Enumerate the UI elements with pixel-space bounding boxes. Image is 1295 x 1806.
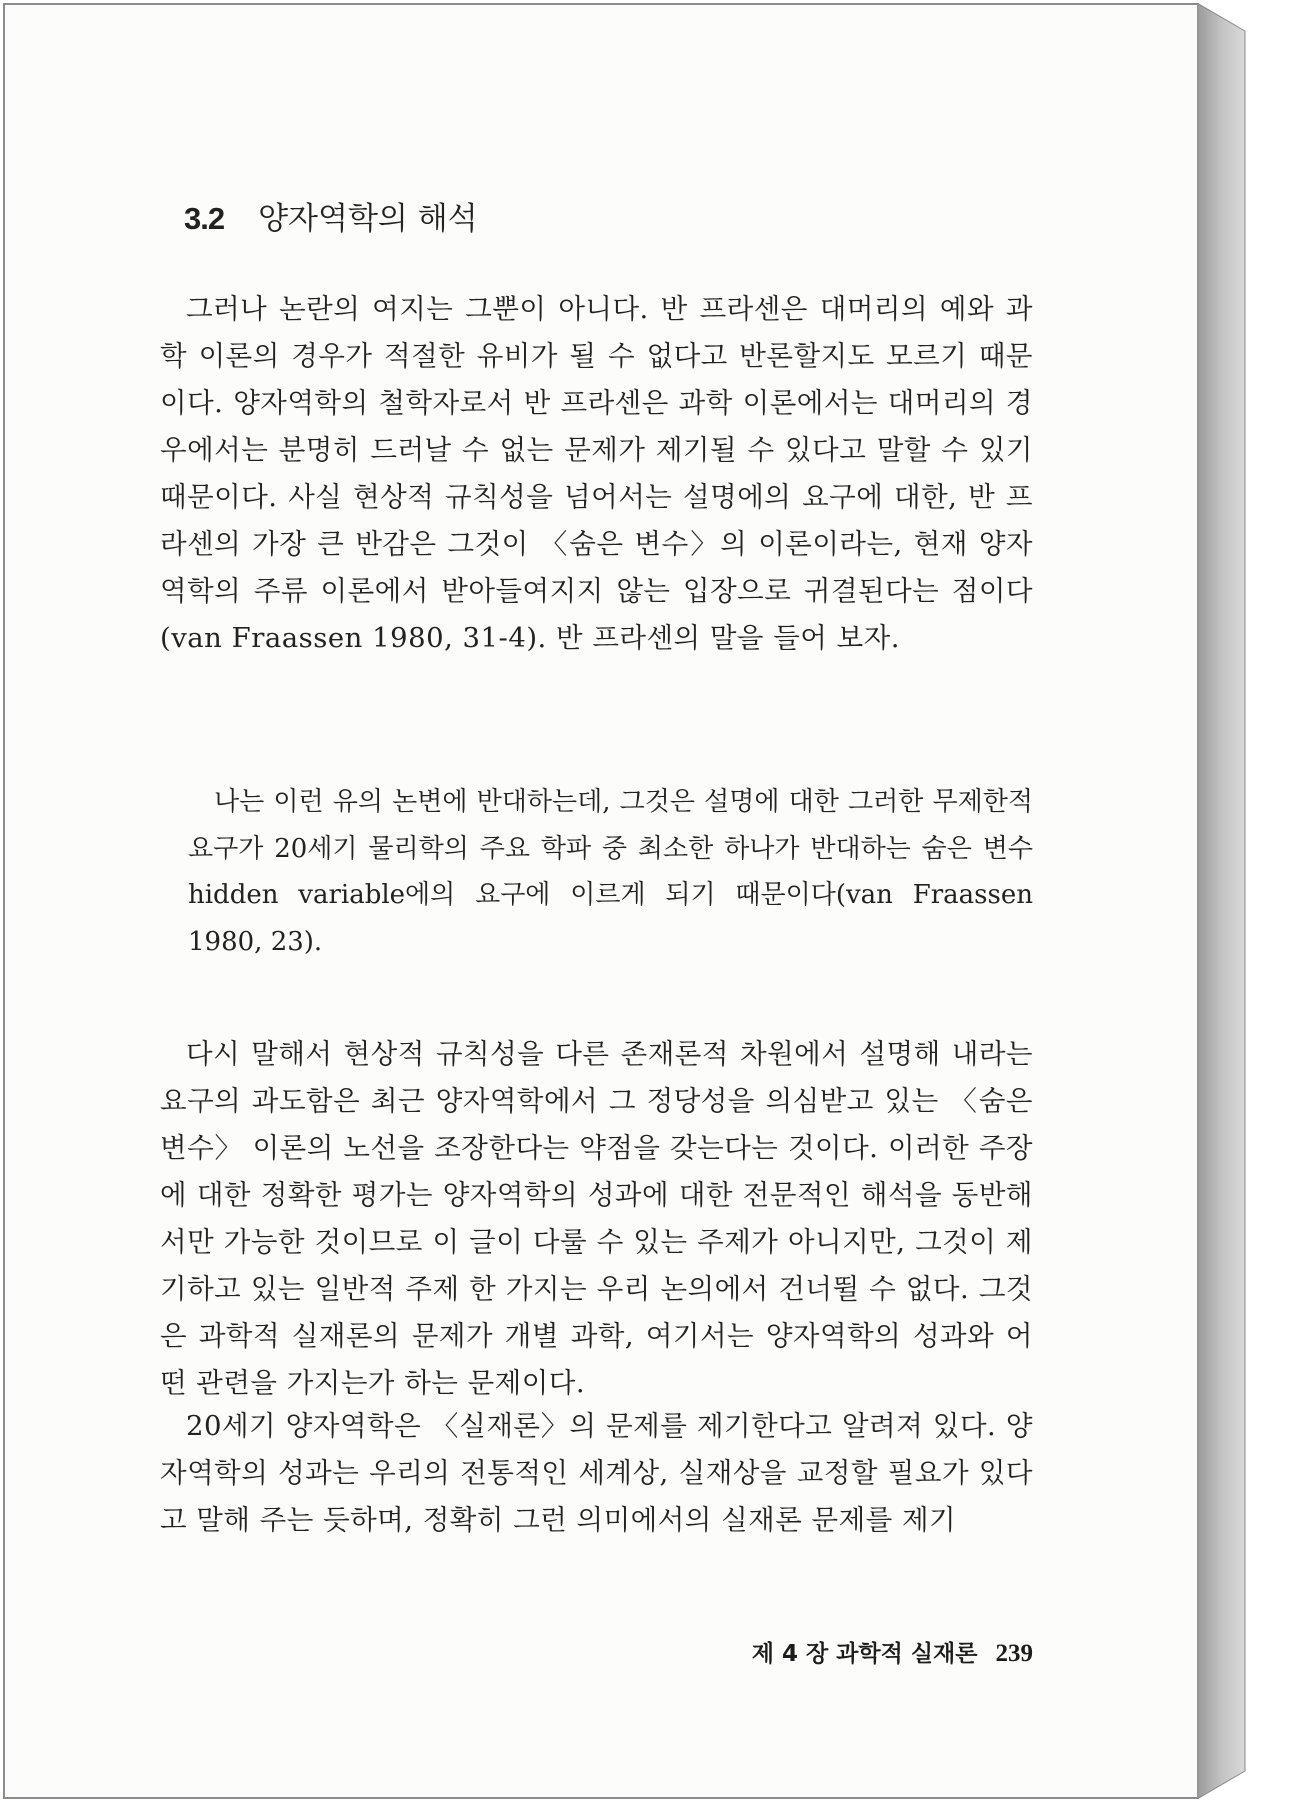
page-edge-shadow: [1197, 3, 1247, 1799]
section-title: 양자역학의 해석: [258, 201, 478, 237]
book-page: [3, 3, 1199, 1799]
body-paragraph-1: 그러나 논란의 여지는 그뿐이 아니다. 반 프라센은 대머리의 예와 과학 이론의 경우가 적절한 유비가 될 수 없다고 반론할지도 모르기 때문이다. 양자역학의 철학자로서 반 프라센은 과학 이론에서는 대머리의 경우에서는 분명히 드러날 수 없는 문제가 제기될 수 있다고 말할 수 있기 때문이다. 사실 현상적 규칙성을 넘어서는 설명에의 요구에 대한, 반 프라센의 가장 큰 반감은 그것이 〈숨은 변수〉의 이론이라는, 현재 양자역학의 주류 이론에서 받아들여지지 않는 입장으로 귀결된다는 점이다(van Fraassen 1980, 31-4). 반 프라센의 말을 들어 보자.: [160, 293, 1033, 654]
footer-chapter: 제 4 장 과학적 실재론: [751, 1641, 978, 1667]
block-quote: 나는 이런 유의 논변에 반대하는데, 그것은 설명에 대한 그러한 무제한적 요구가 20세기 물리학의 주요 학파 중 최소한 하나가 반대하는 숨은 변수 hidden variable에의 요구에 이르게 되기 때문이다(van Fraassen 1980, 23).: [188, 787, 1033, 957]
body-paragraph-2: 다시 말해서 현상적 규칙성을 다른 존재론적 차원에서 설명해 내라는 요구의 과도함은 최근 양자역학에서 그 정당성을 의심받고 있는 〈숨은 변수〉 이론의 노선을 조장한다는 약점을 갖는다는 것이다. 이러한 주장에 대한 정확한 평가는 양자역학의 성과에 대한 전문적인 해석을 동반해서만 가능한 것이므로 이 글이 다룰 수 있는 주제가 아니지만, 그것이 제기하고 있는 일반적 주제 한 가지는 우리 논의에서 건너뛸 수 없다. 그것은 과학적 실재론의 문제가 개별 과학, 여기서는 양자역학의 성과와 어떤 관련을 가지는가 하는 문제이다.: [160, 1038, 1033, 1399]
body-paragraph-3: 20세기 양자역학은 〈실재론〉의 문제를 제기한다고 알려져 있다. 양자역학의 성과는 우리의 전통적인 세계상, 실재상을 교정할 필요가 있다고 말해 주는 듯하며, 정확히 그런 의미에서의 실재론 문제를 제기: [160, 1410, 1033, 1536]
section-heading: [184, 193, 478, 238]
page-footer: [752, 1635, 1033, 1668]
section-number: 3.2: [184, 201, 225, 236]
page-number: 239: [995, 1640, 1033, 1667]
